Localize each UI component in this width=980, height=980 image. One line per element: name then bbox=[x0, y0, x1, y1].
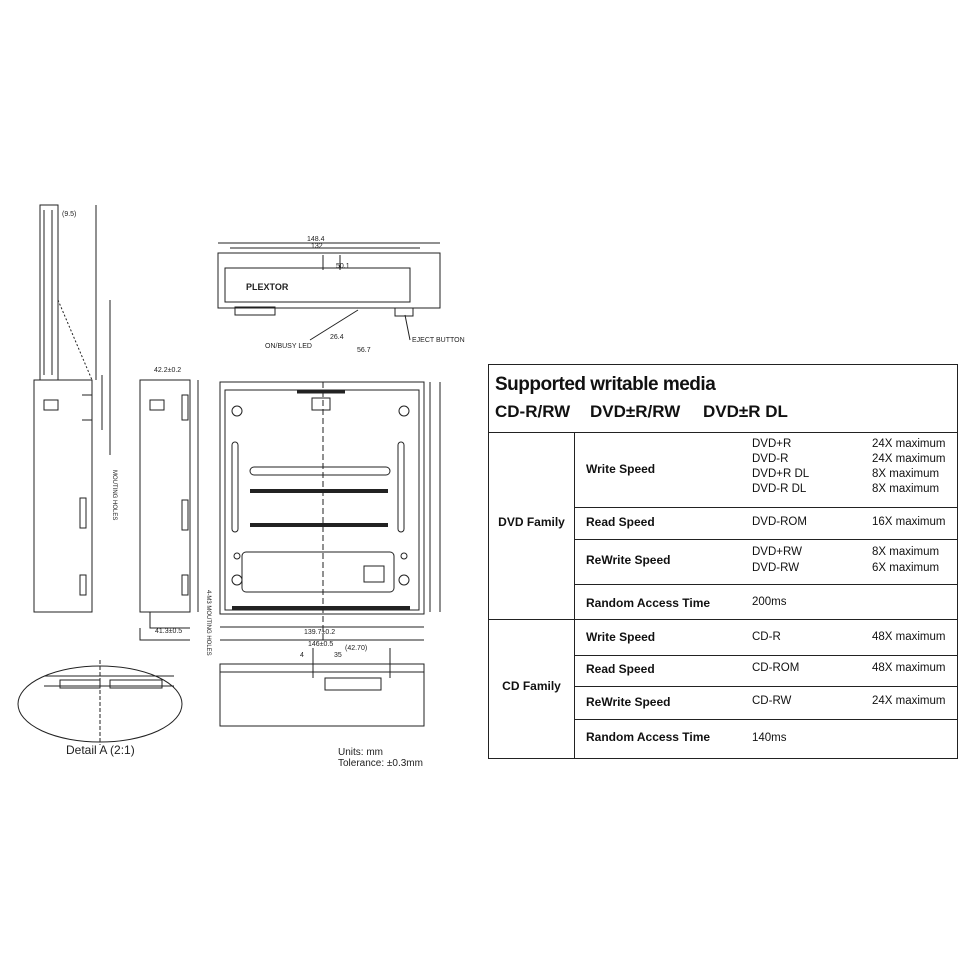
media-item: DVD+R bbox=[752, 438, 792, 450]
side-view bbox=[34, 205, 110, 612]
row-label: Random Access Time bbox=[586, 596, 711, 610]
spec-header bbox=[489, 365, 957, 433]
speed-item: 24X maximum bbox=[872, 438, 946, 450]
brand-logo: PLEXTOR bbox=[246, 282, 289, 292]
cd-rewrite-speed-row bbox=[575, 686, 957, 720]
row-label: Read Speed bbox=[586, 662, 655, 676]
dim-led: 26.4 bbox=[330, 334, 344, 341]
speed-item: 16X maximum bbox=[872, 516, 946, 528]
mount-label-side: MOUTING HOLES bbox=[111, 470, 117, 521]
speed-item: 24X maximum bbox=[872, 453, 946, 465]
dim-plan-width-total: 146±0.5 bbox=[308, 641, 334, 648]
group-dvd-family: DVD Family bbox=[498, 515, 565, 529]
dim-bottom-4: 4 bbox=[300, 652, 304, 659]
speed-item: 24X maximum bbox=[872, 695, 946, 707]
dvd-rewrite-speed-row bbox=[575, 539, 957, 585]
media-item: 200ms bbox=[752, 596, 787, 608]
dim-eject: 56.7 bbox=[357, 347, 371, 354]
dim-front-width: 42.2±0.2 bbox=[154, 367, 182, 374]
media-item: DVD-RW bbox=[752, 562, 800, 574]
group-cd-family: CD Family bbox=[502, 679, 561, 693]
row-label: Read Speed bbox=[586, 515, 655, 529]
front-view bbox=[140, 380, 198, 640]
media-cd: CD-R/RW bbox=[495, 402, 571, 421]
label-led: ON/BUSY LED bbox=[265, 343, 312, 350]
media-item: DVD+R DL bbox=[752, 468, 810, 480]
units-note: Units: mm bbox=[338, 747, 383, 758]
media-dvd-dl: DVD±R DL bbox=[703, 402, 788, 421]
dim-width-top: 148.4 bbox=[307, 236, 325, 243]
media-item: DVD+RW bbox=[752, 546, 802, 558]
cd-read-speed-row bbox=[575, 655, 957, 687]
row-label: ReWrite Speed bbox=[586, 553, 671, 567]
media-item: DVD-R bbox=[752, 453, 789, 465]
dim-width-inner: 132 bbox=[311, 243, 323, 250]
plan-view bbox=[220, 382, 440, 640]
speed-item: 8X maximum bbox=[872, 468, 940, 480]
spec-title: Supported writable media bbox=[495, 374, 716, 395]
media-item: CD-R bbox=[752, 631, 781, 643]
detail-title: Detail A (2:1) bbox=[66, 743, 135, 757]
dim-side-depth: (9.5) bbox=[62, 211, 77, 218]
speed-item: 48X maximum bbox=[872, 631, 946, 643]
cd-write-speed-row bbox=[575, 620, 957, 656]
media-dvd-rw: DVD±R/RW bbox=[590, 402, 681, 421]
dim-front-width-bottom: 41.3±0.5 bbox=[155, 628, 183, 635]
speed-item: 6X maximum bbox=[872, 562, 940, 574]
media-item: DVD-ROM bbox=[752, 516, 807, 528]
media-item: CD-RW bbox=[752, 695, 792, 707]
mount-label-front: 4-M3 MOUTING HOLES bbox=[205, 590, 211, 656]
dim-plan-width: 139.7±0.2 bbox=[304, 629, 336, 636]
dim-bottom-4270: (42.70) bbox=[345, 645, 368, 652]
media-item: DVD-R DL bbox=[752, 483, 807, 495]
row-label: Random Access Time bbox=[586, 730, 711, 744]
media-item: CD-ROM bbox=[752, 662, 800, 674]
tolerance-note: Tolerance: ±0.3mm bbox=[338, 758, 423, 769]
media-item: 140ms bbox=[752, 732, 787, 744]
speed-item: 8X maximum bbox=[872, 483, 940, 495]
spec-table bbox=[488, 364, 958, 759]
row-label: Write Speed bbox=[586, 630, 656, 644]
detail-a-view bbox=[18, 660, 182, 745]
dvd-write-speed-row bbox=[575, 432, 957, 508]
row-label: ReWrite Speed bbox=[586, 695, 671, 709]
dim-50: 50.1 bbox=[336, 263, 350, 270]
speed-item: 48X maximum bbox=[872, 662, 946, 674]
speed-item: 8X maximum bbox=[872, 546, 940, 558]
dvd-access-time-row bbox=[575, 584, 957, 619]
dvd-read-speed-row bbox=[575, 507, 957, 540]
row-label: Write Speed bbox=[586, 462, 656, 476]
connector-view bbox=[220, 648, 424, 726]
label-eject: EJECT BUTTON bbox=[412, 337, 465, 344]
cd-access-time-row bbox=[575, 719, 957, 757]
dim-bottom-35: 35 bbox=[334, 652, 342, 659]
